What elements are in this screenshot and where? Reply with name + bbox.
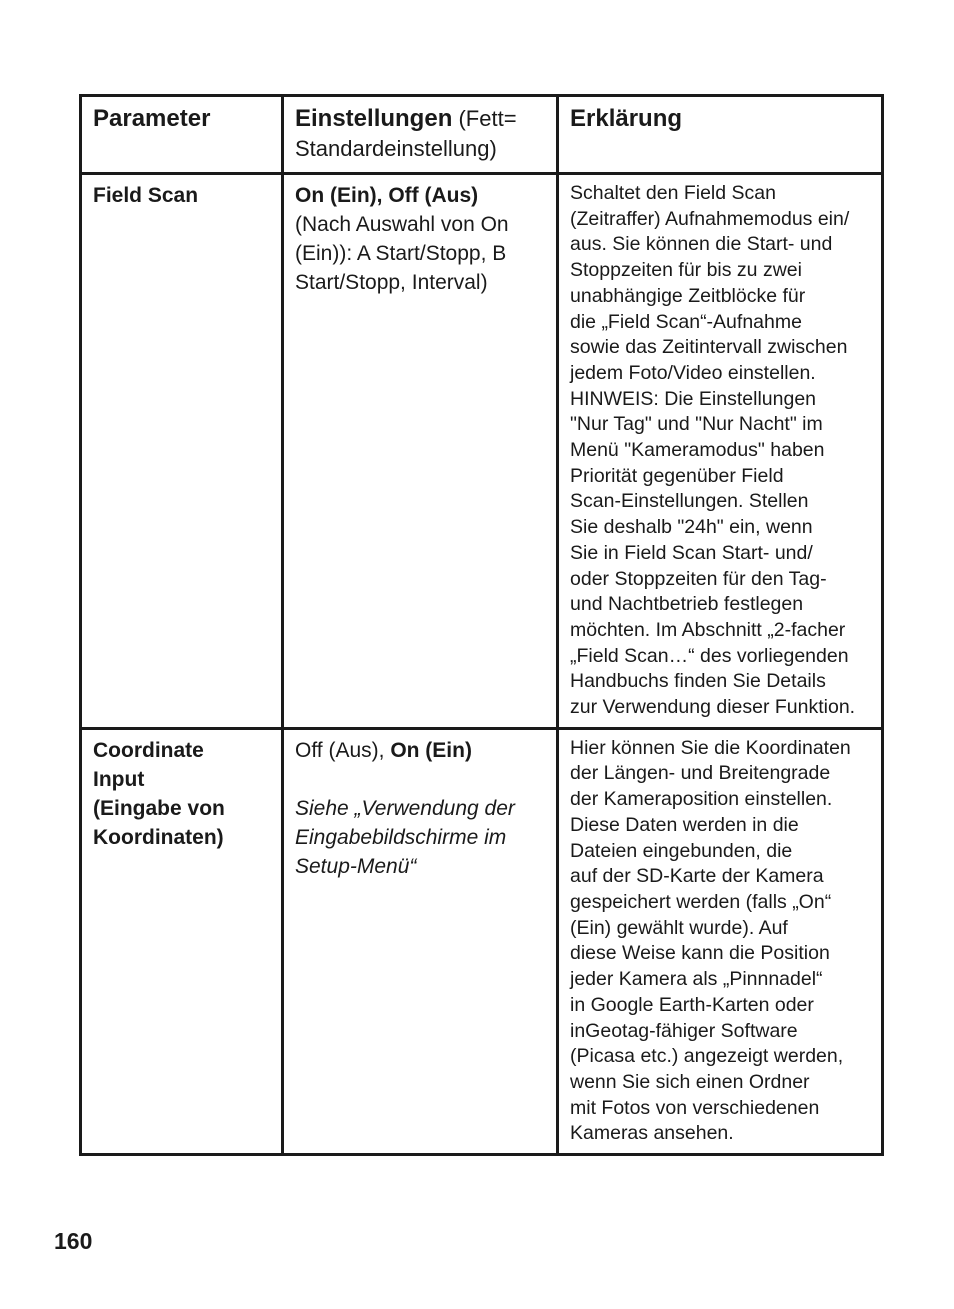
header-settings [283,96,558,174]
settings-detail: (Nach Auswahl von On (Ein)): A Start/Stopp, B Start/Stopp, Interval) [295,213,509,294]
row-parameter: Coordinate Input (Eingabe von Koordinaten) [81,728,283,1154]
row-settings [283,728,558,1154]
page-number: 160 [54,1228,93,1254]
table-header-row [81,96,883,174]
option-value: Off (Aus) [388,184,479,207]
header-parameter: Parameter [81,96,283,174]
row-explanation: Hier können Sie die Koordinaten der Längen- und Breitengrade der Kameraposition einstellen. Diese Daten werden in die Dateien eingebunden, die auf der SD-Karte der Kamera gespeichert werden (falls „On“ (Ein) gewählt wurde). Auf diese Weise kann die Position jeder Kamera als „Pinnnadel“ in Google Earth-Karten oder inGeotag-fähiger Software (Picasa etc.) angezeigt werden, wenn Sie sich einen Ordner mit Fotos von verschiedenen Kameras ansehen. [558,728,883,1154]
header-settings-title: Einstellungen [295,105,453,132]
table-row [81,728,883,1154]
row-explanation: Schaltet den Field Scan (Zeitraffer) Aufnahmemodus ein/ aus. Sie können die Start- und Stoppzeiten für bis zu zwei unabhängige Zeitblöcke für die „Field Scan“-Aufnahme sowie das Zeitintervall zwischen jedem Foto/Video einstellen. HINWEIS: Die Einstellungen "Nur Tag" und "Nur Nacht" im Menü "Kameramodus" haben Priorität gegenüber Field Scan-Einstellungen. Stellen Sie deshalb "24h" ein, wenn Sie in Field Scan Start- und/ oder Stoppzeiten für den Tag- und Nachtbetrieb festlegen möchten. Im Abschnitt „2-facher „Field Scan…“ des vorliegenden Handbuchs finden Sie Details zur Verwendung dieser Funktion. [558,174,883,729]
option-value: Off (Aus), [295,738,391,762]
header-explanation: Erklärung [558,96,883,174]
header-settings-note: (Fett= [452,106,517,131]
row-settings: On (Ein), Off (Aus) (Nach Auswahl von On (Ein)): A Start/Stopp, B Start/Stopp, Interval) [283,174,558,729]
table-row [81,174,883,729]
row-parameter: Field Scan [81,174,283,729]
default-value: On (Ein) [295,184,377,207]
default-value: On (Ein) [390,738,472,762]
settings-reference-note: Siehe „Verwendung der Eingabebildschirme im Setup-Menü“ [295,796,515,878]
settings-table [79,94,884,1156]
header-settings-note-2: Standardeinstellung) [295,136,497,161]
